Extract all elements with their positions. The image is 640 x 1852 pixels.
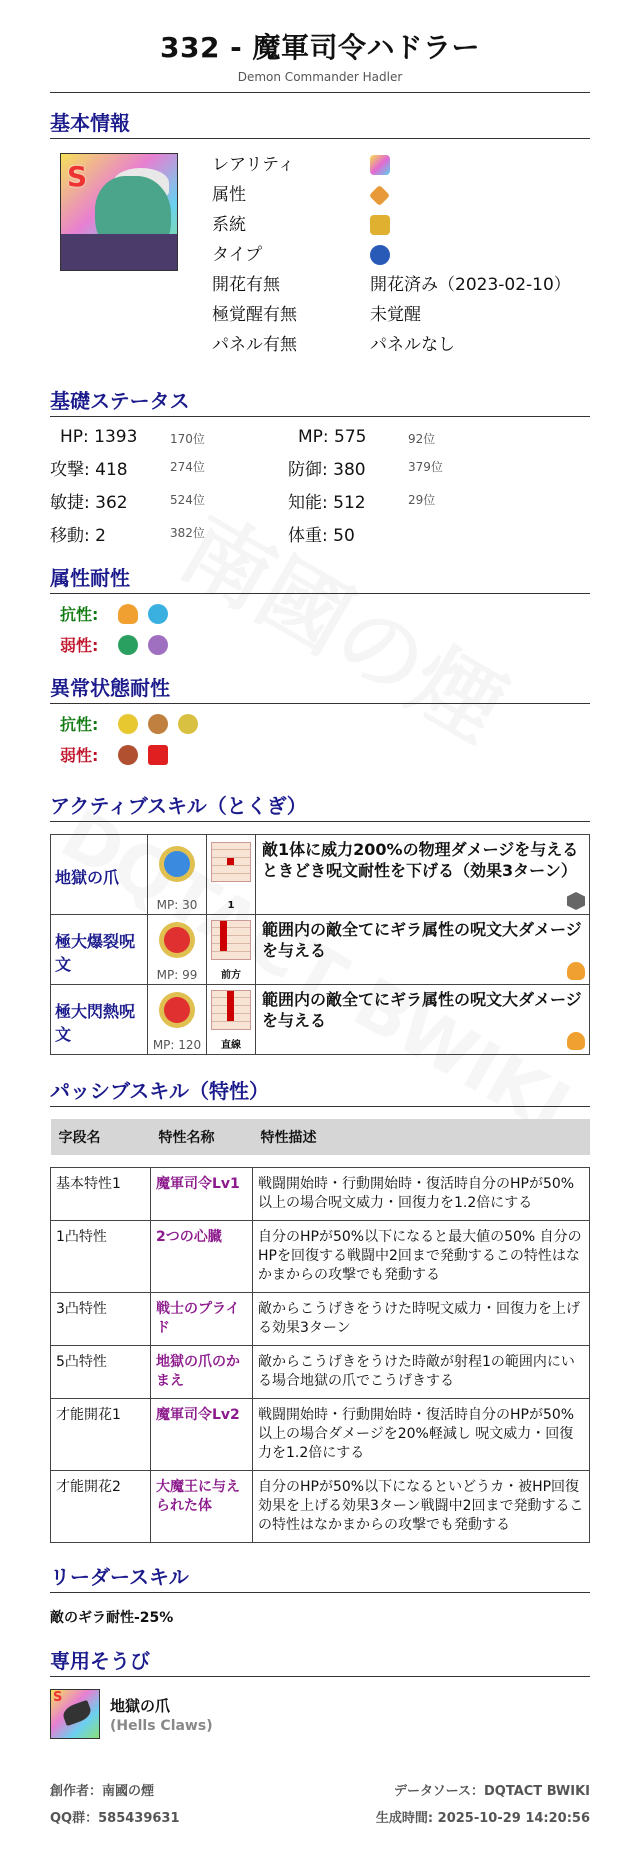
stat-hp: HP: 1393: [60, 427, 138, 447]
type-icon: [370, 245, 390, 265]
ice-icon: [148, 604, 168, 624]
family-icon: [370, 215, 390, 235]
info-label: レアリティ: [212, 155, 295, 175]
column-header: 特性名称: [151, 1119, 253, 1155]
skill-icon-cell: [148, 985, 207, 1055]
passive-desc: 自分のHPが50%以下になると最大値の50% 自分のHPを回復する戦闘中2回まで発動するこの特性はなかまからの攻撃でも発動する: [253, 1221, 590, 1293]
passive-name: 魔軍司令Lv2: [151, 1399, 253, 1471]
info-value: [370, 183, 590, 207]
passive-slot: 3凸特性: [51, 1293, 151, 1346]
leader-skill-section: [50, 1561, 590, 1627]
skill-name: 地獄の爪: [51, 835, 148, 915]
stat-rank: 274位: [170, 460, 205, 474]
stats-grid: [50, 427, 590, 546]
section-title: 専用そうび: [50, 1645, 590, 1677]
passive-skills-section: [50, 1075, 590, 1543]
passive-name: 戦士のプライド: [151, 1293, 253, 1346]
spell-skill-icon: [159, 922, 195, 958]
weak-row: [50, 743, 590, 766]
divider: [50, 92, 590, 93]
info-label: パネル有無: [212, 335, 297, 355]
stat-rank: [408, 521, 528, 546]
info-value: [370, 153, 590, 177]
info-label: 極覚醒有無: [212, 305, 297, 325]
poison-icon: [148, 714, 168, 734]
skill-description-text: 敵1体に威力200%の物理ダメージを与える ときどき呪文耐性を下げる（効果3ターン）: [262, 840, 579, 880]
table-row: [51, 1471, 590, 1543]
section-title: リーダースキル: [50, 1561, 590, 1593]
passive-name: 地獄の爪のかまえ: [151, 1346, 253, 1399]
passive-slot: 基本特性1: [51, 1168, 151, 1221]
fire-icon: [118, 604, 138, 624]
skill-icon-cell: [148, 915, 207, 985]
confusion-icon: [118, 745, 138, 765]
weak-label: 弱性:: [60, 636, 99, 655]
skill-range-cell: [207, 915, 256, 985]
dark-icon: [148, 635, 168, 655]
passive-slot: 才能開花2: [51, 1471, 151, 1543]
info-label: 系統: [212, 215, 246, 235]
weak-row: [50, 633, 590, 656]
passive-name: 大魔王に与えられた体: [151, 1471, 253, 1543]
column-header: 字段名: [51, 1119, 151, 1155]
range-grid-icon: [211, 920, 251, 960]
info-value: [370, 213, 590, 237]
character-portrait: [60, 153, 178, 271]
fire-icon: [567, 962, 585, 980]
stat-rank: 524位: [170, 493, 205, 507]
resist-label: 抗性:: [60, 605, 99, 624]
stat-mp: MP: 575: [298, 427, 367, 447]
passive-slot: 5凸特性: [51, 1346, 151, 1399]
footer-author: 創作者：南國の煙: [50, 1784, 155, 1799]
table-row: [51, 1399, 590, 1471]
passive-skills-table: [50, 1119, 590, 1543]
table-header: [51, 1119, 590, 1155]
info-label: タイプ: [212, 245, 263, 265]
skill-name: 極大爆裂呪文: [51, 915, 148, 985]
active-skills-section: [50, 790, 590, 1055]
spacer: [51, 1155, 590, 1168]
claw-icon: [50, 1689, 100, 1739]
stat-defense: 防御: 380: [288, 460, 366, 480]
page: [50, 0, 590, 1739]
footer: [50, 1780, 590, 1834]
skill-range-cell: [207, 985, 256, 1055]
section-title: 基礎ステータス: [50, 385, 590, 417]
paralysis-icon: [118, 714, 138, 734]
passive-desc: 戦闘開始時・行動開始時・復活時自分のHPが50%以上の場合呪文威力・回復力を1.2倍にする: [253, 1168, 590, 1221]
section-title: アクティブスキル（とくぎ）: [50, 790, 590, 822]
attribute-icon: [369, 184, 390, 205]
fire-icon: [567, 1032, 585, 1050]
resist-label: 抗性:: [60, 715, 99, 734]
section-title: 異常状態耐性: [50, 672, 590, 704]
footer-qq: QQ群：585439631: [50, 1811, 180, 1826]
info-label: 開花有無: [212, 275, 280, 295]
passive-desc: 戦闘開始時・行動開始時・復活時自分のHPが50%以上の場合ダメージを20%軽減し 呪文威力・回復力を1.2倍にする: [253, 1399, 590, 1471]
footer-time: 生成時間: 2025-10-29 14:20:56: [375, 1811, 590, 1826]
stat-rank: 170位: [170, 432, 205, 446]
stat-agility: 敏捷: 362: [50, 493, 128, 513]
table-row: [51, 1221, 590, 1293]
table-row: [51, 1168, 590, 1221]
skill-mp: MP: 120: [152, 1038, 202, 1052]
basic-info-section: [50, 107, 590, 357]
equipment-english-name: (Hells Claws): [110, 1717, 213, 1734]
equipment-name: 地獄の爪: [110, 1696, 171, 1715]
spell-skill-icon: [159, 992, 195, 1028]
skill-row[interactable]: [51, 985, 590, 1055]
skill-description: [256, 835, 590, 915]
physical-icon: [567, 892, 585, 910]
skill-row[interactable]: [51, 915, 590, 985]
skill-mp: MP: 99: [156, 968, 198, 982]
skill-row[interactable]: [51, 835, 590, 915]
claw-shape: [61, 1700, 93, 1726]
resist-row: [50, 712, 590, 735]
skill-description-text: 範囲内の敵全てにギラ属性の呪文大ダメージを与える: [262, 990, 582, 1030]
stat-rank: 379位: [408, 460, 443, 474]
passive-name: 魔軍司令Lv1: [151, 1168, 253, 1221]
skill-mp: MP: 30: [156, 898, 198, 912]
stat-rank: 382位: [170, 526, 205, 540]
info-label: 属性: [212, 185, 246, 205]
skill-name: 極大閃熱呪文: [51, 985, 148, 1055]
portrait-cape: [61, 234, 177, 270]
range-grid-icon: [211, 842, 251, 882]
info-value: パネルなし: [370, 335, 455, 355]
earth-icon: [118, 635, 138, 655]
table-row: [51, 1293, 590, 1346]
section-title: 属性耐性: [50, 562, 590, 594]
element-resistance-section: [50, 562, 590, 656]
stats-section: [50, 385, 590, 546]
passive-desc: 敵からこうげきをうけた時敵が射程1の範囲内にいる場合地獄の爪でこうげきする: [253, 1346, 590, 1399]
stat-rank: 92位: [408, 432, 436, 446]
physical-skill-icon: [159, 846, 195, 882]
section-title: 基本情報: [50, 107, 590, 139]
stat-move: 移動: 2: [50, 526, 106, 546]
stat-intelligence: 知能: 512: [288, 493, 366, 513]
passive-slot: 才能開花1: [51, 1399, 151, 1471]
range-label: 直線: [221, 1040, 241, 1051]
info-value: 開花済み（2023-02-10）: [370, 275, 571, 295]
active-skills-table: [50, 834, 590, 1055]
range-label: 前方: [221, 970, 241, 981]
stat-rank: 29位: [408, 493, 436, 507]
section-title: パッシブスキル（特性）: [50, 1075, 590, 1107]
passive-name: 2つの心臓: [151, 1221, 253, 1293]
skill-description: [256, 985, 590, 1055]
skill-range-cell: [207, 835, 256, 915]
table-row: [51, 1346, 590, 1399]
passive-desc: 自分のHPが50%以下になるといどうカ・被HP回復効果を上げる効果3ターン戦闘中2回まで発動するこの特性はなかまからの攻撃でも発動する: [253, 1471, 590, 1543]
info-grid: [212, 153, 590, 357]
sleep-icon: [178, 714, 198, 734]
skill-icon-cell: [148, 835, 207, 915]
footer-source: データソース：DQTACT BWIKI: [394, 1784, 590, 1799]
status-resistance-section: [50, 672, 590, 766]
range-label: 1: [227, 900, 235, 911]
resist-row: [50, 602, 590, 625]
rarity-s-icon: S: [53, 1690, 63, 1705]
stat-weight: 体重: 50: [288, 526, 355, 546]
rarity-s-icon: S: [67, 160, 88, 193]
passive-desc: 敵からこうげきをうけた時呪文威力・回復力を上げる効果3ターン: [253, 1293, 590, 1346]
passive-slot: 1凸特性: [51, 1221, 151, 1293]
leader-skill-text: 敵のギラ耐性-25%: [50, 1610, 174, 1626]
skill-description: [256, 915, 590, 985]
rarity-s-icon: [370, 155, 390, 175]
stat-attack: 攻撃: 418: [50, 460, 128, 480]
weak-label: 弱性:: [60, 746, 99, 765]
equipment-section: [50, 1645, 590, 1739]
equipment-item[interactable]: [50, 1689, 590, 1739]
range-grid-icon: [211, 990, 251, 1030]
page-title: 332 - 魔軍司令ハドラー: [159, 31, 480, 64]
info-value: 未覚醒: [370, 305, 421, 325]
page-subtitle: Demon Commander Hadler: [237, 70, 403, 84]
info-value: [370, 243, 590, 267]
skill-description-text: 範囲内の敵全てにギラ属性の呪文大ダメージを与える: [262, 920, 582, 960]
seal-icon: [148, 745, 168, 765]
column-header: 特性描述: [253, 1119, 590, 1155]
